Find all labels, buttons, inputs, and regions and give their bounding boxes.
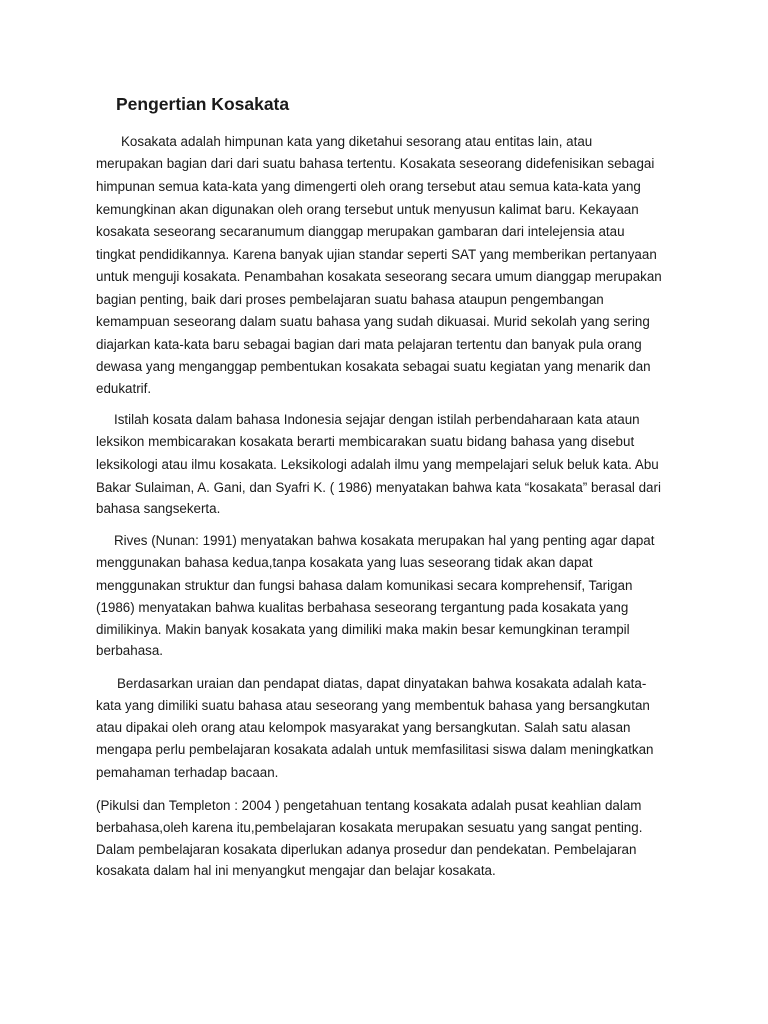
paragraph-line: leksikologi atau ilmu kosakata. Leksikologi adalah ilmu yang mempelajari seluk beluk kata. Abu <box>96 457 659 472</box>
paragraph-line: mengapa perlu pembelajaran kosakata adalah untuk memfasilitasi siswa dalam meningkatkan <box>96 742 654 757</box>
paragraph-line: leksikon membicarakan kosakata berarti membicarakan suatu bidang bahasa yang disebut <box>96 434 635 449</box>
paragraph-line: kemampuan seseorang dalam suatu bahasa yang sudah dikuasai. Murid sekolah yang sering <box>96 314 650 329</box>
paragraph-line: Berdasarkan uraian dan pendapat diatas, dapat dinyatakan bahwa kosakata adalah kata- <box>117 676 647 691</box>
paragraph-line: merupakan bagian dari dari suatu bahasa tertentu. Kosakata seseorang didefenisikan sebagai <box>96 156 655 171</box>
paragraph-line: berbahasa,oleh karena itu,pembelajaran kosakata merupakan sesuatu yang sangat penting. <box>96 820 643 835</box>
paragraph-line: dewasa yang menganggap pembentukan kosakata sebagai suatu kegiatan yang menarik dan <box>96 359 651 374</box>
paragraph-line: pemahaman terhadap bacaan. <box>96 765 279 780</box>
paragraph-line: kemungkinan akan digunakan oleh orang tersebut untuk menyusun kalimat baru. Kekayaan <box>96 202 639 217</box>
paragraph-line: tingkat pendidikannya. Karena banyak ujian standar seperti SAT yang memberikan pertanyaan <box>96 247 657 262</box>
paragraph-line: diajarkan kata-kata baru sebagai bagian dari mata pelajaran tertentu dan banyak pula orang <box>96 337 642 352</box>
paragraph-line: menggunakan struktur dan fungsi bahasa dalam komunikasi secara komprehensif, Tarigan <box>96 578 633 593</box>
paragraph-line: menggunakan bahasa kedua,tanpa kosakata yang luas seseorang tidak akan dapat <box>96 555 593 570</box>
paragraph-line: bahasa sangsekerta. <box>96 501 221 516</box>
paragraph-line: Bakar Sulaiman, A. Gani, dan Syafri K. ( 1986) menyatakan bahwa kata “kosakata” berasal dari <box>96 480 661 495</box>
paragraph-line: atau dipakai oleh orang atau kelompok masyarakat yang bersangkutan. Salah satu alasan <box>96 720 631 735</box>
paragraph-line: kosakata dalam hal ini menyangkut mengajar dan belajar kosakata. <box>96 863 496 878</box>
paragraph-line: Kosakata adalah himpunan kata yang diketahui sesorang atau entitas lain, atau <box>121 134 593 149</box>
paragraph-line: dimilikinya. Makin banyak kosakata yang dimiliki maka makin besar kemungkinan terampil <box>96 622 630 637</box>
paragraph-line: kata yang dimiliki suatu bahasa atau seseorang yang membentuk bahasa yang bersangkutan <box>96 698 650 713</box>
paragraph-line: untuk menguji kosakata. Penambahan kosakata seseorang secara umum dianggap merupakan <box>96 269 662 284</box>
paragraph-line: Rives (Nunan: 1991) menyatakan bahwa kosakata merupakan hal yang penting agar dapat <box>114 533 655 548</box>
paragraph-line: kosakata seseorang secaranumum dianggap merupakan gambaran dari intelejensia atau <box>96 224 625 239</box>
paragraph-line: Istilah kosata dalam bahasa Indonesia sejajar dengan istilah perbendaharaan kata ataun <box>114 412 640 427</box>
paragraph-line: (1986) menyatakan bahwa kualitas berbahasa seseorang tergantung pada kosakata yang <box>96 600 629 615</box>
paragraph-line: edukatrif. <box>96 381 152 396</box>
paragraph-line: bagian penting, baik dari proses pembelajaran suatu bahasa ataupun pengembangan <box>96 292 604 307</box>
paragraph-line: Dalam pembelajaran kosakata diperlukan adanya prosedur dan pendekatan. Pembelajaran <box>96 842 637 857</box>
page-title: Pengertian Kosakata <box>116 94 290 114</box>
paragraph-line: himpunan semua kata-kata yang dimengerti oleh orang tersebut atau semua kata-kata yang <box>96 179 641 194</box>
paragraph-line: (Pikulsi dan Templeton : 2004 ) pengetahuan tentang kosakata adalah pusat keahlian dalam <box>96 798 642 813</box>
paragraph-line: berbahasa. <box>96 643 164 658</box>
